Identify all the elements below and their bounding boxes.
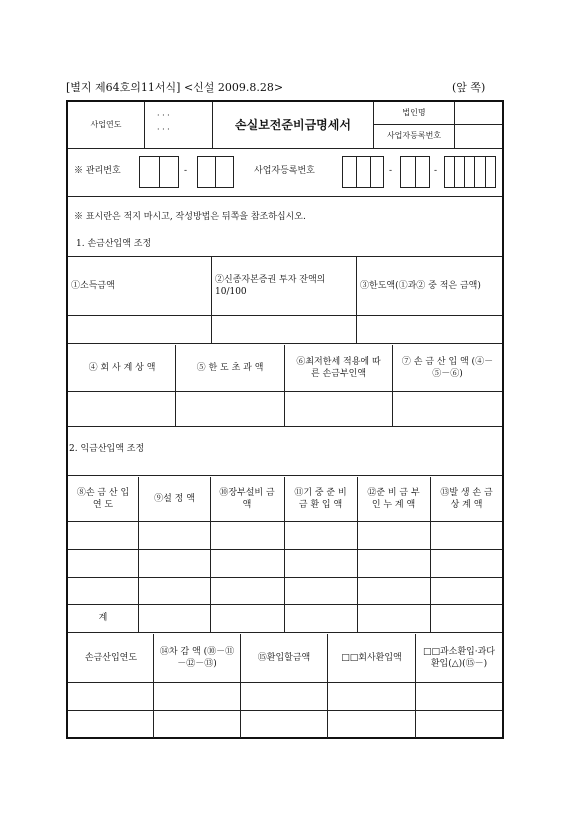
notice-text: ※ 표시란은 적지 마시고, 작성방법은 뒤쪽을 참조하십시오. — [74, 212, 306, 222]
mgmt-no-dash: - — [184, 166, 188, 176]
page-side-label: (앞 쪽) — [452, 81, 486, 94]
company-reversal-header: □□회사환입액 — [341, 652, 402, 663]
biz-reg-no-box-3[interactable] — [444, 156, 496, 188]
loss-offset-header: ⑬발 생 손 금 상 계 액 — [440, 487, 493, 510]
reserve-reversal-header: ⑪기 중 준 비 금 환 입 액 — [294, 487, 347, 510]
section1-title: 1. 손금산입액 조정 — [76, 239, 152, 249]
set-amount-header: ⑨설 정 액 — [154, 493, 195, 504]
biz-reg-dash-1: - — [389, 166, 393, 176]
deduction-year-header: ⑧손 금 산 입 연 도 — [76, 487, 130, 510]
period-dots-top: · · · — [157, 111, 170, 120]
biz-reg-no-box-1[interactable] — [342, 156, 384, 188]
cumulative-disallowed-header: ⑫준 비 금 부 인 누 계 액 — [367, 487, 420, 510]
period-dots-bottom: · · · — [157, 125, 170, 134]
frame-right — [502, 100, 504, 738]
limit-excess-header: ⑤ 한 도 초 과 액 — [196, 362, 264, 373]
section2-title: 2. 익금산입액 조정 — [69, 444, 145, 454]
form-number-header: [별지 제64호의11서식] <신설 2009.8.28> — [66, 81, 284, 94]
biz-reg-no-label: 사업자등록번호 — [254, 166, 315, 176]
mgmt-no-label: ※ 관리번호 — [74, 166, 121, 176]
reversal-due-header: ⑮환입할금액 — [257, 652, 311, 663]
total-label: 계 — [98, 613, 108, 624]
book-amount-header: ⑩장부설비 금액 — [219, 487, 275, 510]
biz-reg-dash-2: - — [434, 166, 438, 176]
corp-name-label: 법인명 — [402, 107, 426, 117]
capital-securities-header: ②신종자본증권 투자 잔액의 10/100 — [215, 274, 326, 297]
net-amount-header: ⑭차 감 액 (⑩－⑪－⑫－⑬) — [159, 646, 235, 669]
limit-amount-header: ③한도액(①과② 중 적은 금액) — [360, 280, 481, 291]
deduction-year-bottom-header: 손금산입연도 — [84, 652, 138, 663]
form-title: 손실보전준비금명세서 — [235, 117, 351, 132]
frame-bottom — [66, 737, 504, 739]
company-booked-header: ④ 회 사 계 상 액 — [88, 362, 156, 373]
business-year-label: 사업연도 — [90, 119, 122, 129]
income-amount-header: ①소득금액 — [71, 280, 115, 291]
under-over-reversal-header: □□과소환입·과다환입(△)(⑮－) — [422, 646, 496, 669]
min-tax-disallowed-header: ⑥최저한세 적용에 따른 손금부인액 — [296, 356, 381, 379]
deductible-amount-header: ⑦ 손 금 산 입 액 (④－⑤－⑥) — [401, 356, 494, 379]
biz-reg-label: 사업자등록번호 — [386, 131, 442, 141]
